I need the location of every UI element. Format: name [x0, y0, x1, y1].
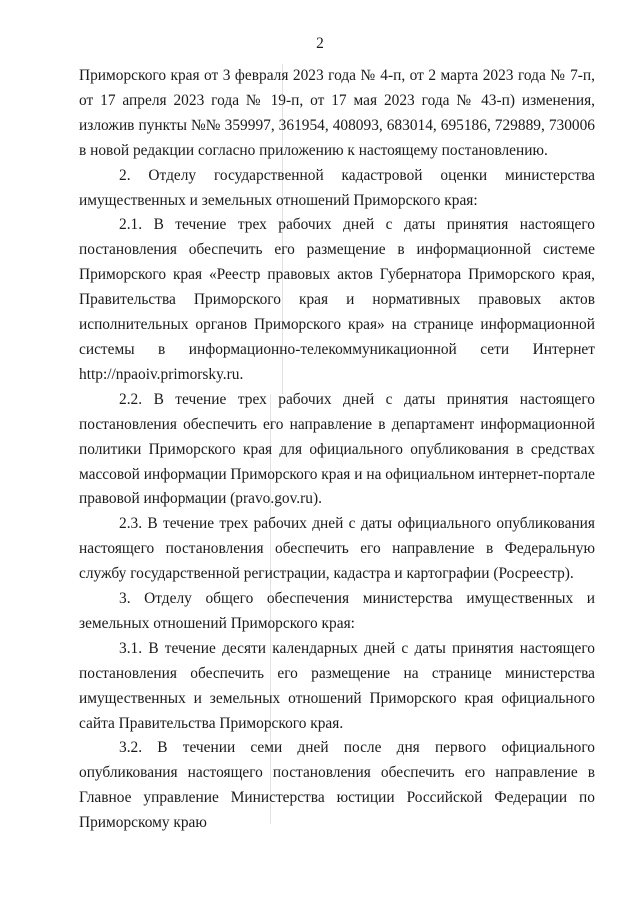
paragraph-intro: Приморского края от 3 февраля 2023 года № 4-п, от 2 марта 2023 года № 7-п, от 17 апреля 2023 года № 19-п, от 17 мая 2023 года № 43-п) изменения, изложив пункты №№ 359997, 361954, 408093, 683014, 695186, 729889, 730006 в новой редакции согласно приложению к настоящему постановлению.: [79, 67, 595, 159]
scan-corner-artifact: [0, 0, 40, 14]
paragraph-3-2: 3.2. В течении семи дней после дня первого официального опубликования настоящего постановления обеспечить его направление в Главное управление Министерства юстиции Российской Федерации по Приморскому краю: [79, 739, 595, 832]
document-body: [79, 64, 595, 836]
paragraph-2: 2. Отделу государственной кадастровой оценки министерства имущественных и земельных отношений Приморского края:: [79, 166, 595, 209]
paragraph-2-2: 2.2. В течение трех рабочих дней с даты принятия настоящего постановления обеспечить его направление в департамент информационной политики Приморского края для официального опубликования в средствах массовой информации Приморского края и на официальном интернет-портале правовой информации (pravo.gov.ru).: [79, 390, 595, 508]
paragraph-3: 3. Отделу общего обеспечения министерства имущественных и земельных отношений Приморского края:: [79, 590, 595, 632]
page-number: 2: [316, 35, 324, 52]
paragraph-2-3: 2.3. В течение трех рабочих дней с даты официального опубликования настоящего постановления обеспечить его направление в Федеральную службу государственной регистрации, кадастра и картографии (Росреестр).: [79, 515, 595, 583]
paragraph-3-1: 3.1. В течение десяти календарных дней с даты принятия настоящего постановления обеспечить его размещение на странице министерства имущественных и земельных отношений Приморского края официального сайта Правительства Приморского края.: [79, 639, 595, 732]
paragraph-2-1: 2.1. В течение трех рабочих дней с даты принятия настоящего постановления обеспечить его размещение в информационной системе Приморского края «Реестр правовых актов Губернатора Приморского края, Правительства Приморского края и нормативных правовых актов исполнительных органов Приморского края» на странице информационной системы в информационно-телекоммуникационной сети Интернет http://npaoiv.primorsky.ru.: [79, 216, 595, 383]
